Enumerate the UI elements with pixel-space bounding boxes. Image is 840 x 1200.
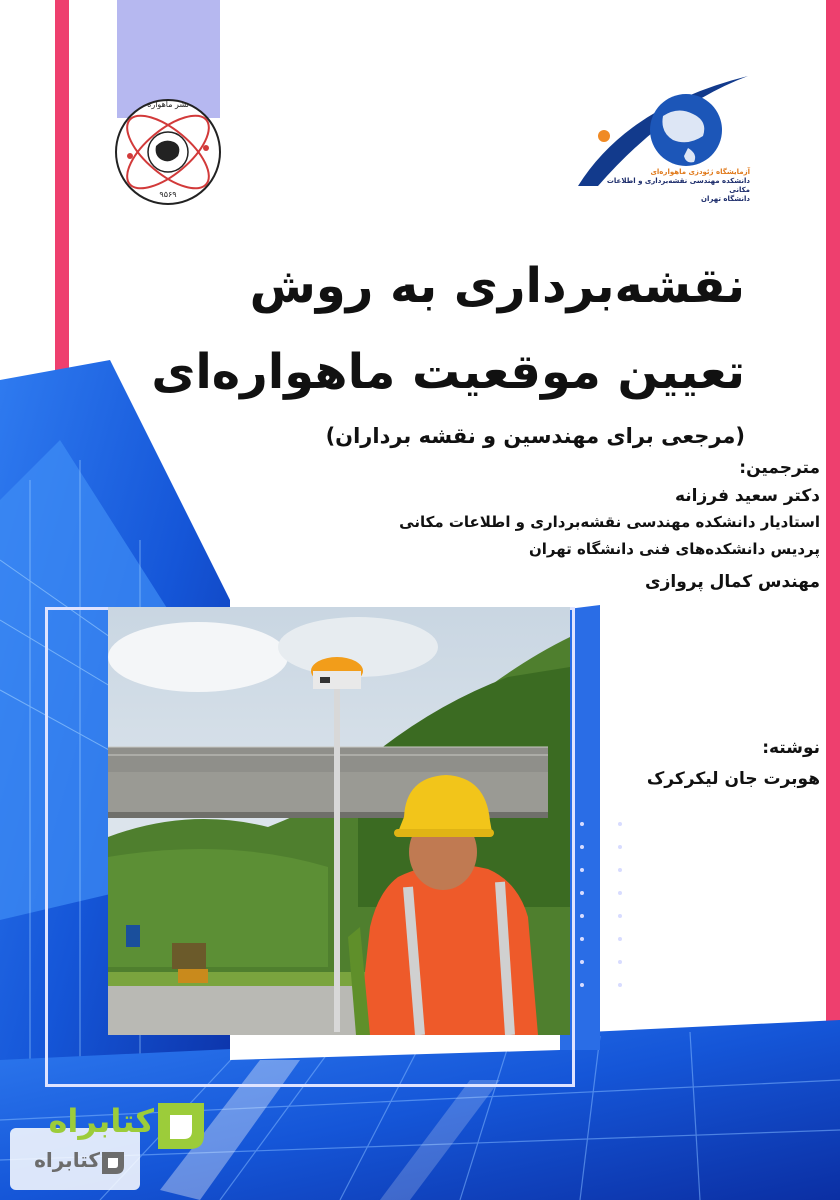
- translator-1-campus: پردیس دانشکده‌های فنی دانشگاه تهران: [528, 540, 820, 558]
- translator-2-name: مهندس کمال پروازی: [645, 572, 820, 592]
- seal-top-text: نشر ماهواره: [147, 100, 189, 109]
- book-title-line2: تعیین موقعیت ماهواره‌ای: [151, 344, 745, 400]
- lab-faculty: دانشکده مهندسی نقشه‌برداری و اطلاعات مکانی: [606, 177, 750, 194]
- surveyor-photo: [108, 607, 570, 1035]
- ketabrah-logo-icon: [150, 1095, 212, 1157]
- lab-university: دانشگاه تهران: [701, 195, 750, 203]
- author-label: نوشته:: [762, 738, 820, 758]
- lab-caption: [600, 168, 750, 204]
- translator-1-name: دکتر سعید فرزانه: [674, 486, 820, 506]
- lab-name: آزمایشگاه ژئودزی ماهواره‌ای: [650, 168, 750, 176]
- translator-1-affiliation: استادیار دانشکده مهندسی نقشه‌برداری و اطلاعات مکانی: [399, 513, 820, 531]
- author-name: هوبرت جان لیکرکرک: [646, 769, 820, 789]
- seal-bottom-text: ۹۵۶۹: [159, 190, 177, 199]
- translators-label: مترجمین:: [739, 458, 820, 478]
- watermark-small-icon: [98, 1148, 128, 1178]
- watermark-text-small: کتابراه: [34, 1148, 100, 1172]
- book-title-line1: نقشه‌برداری به روش: [249, 258, 745, 314]
- watermark-text-large: کتابراه: [48, 1102, 154, 1140]
- decorative-dots: [580, 822, 640, 1006]
- book-subtitle: (مرجعی برای مهندسین و نقشه برداران): [325, 424, 745, 448]
